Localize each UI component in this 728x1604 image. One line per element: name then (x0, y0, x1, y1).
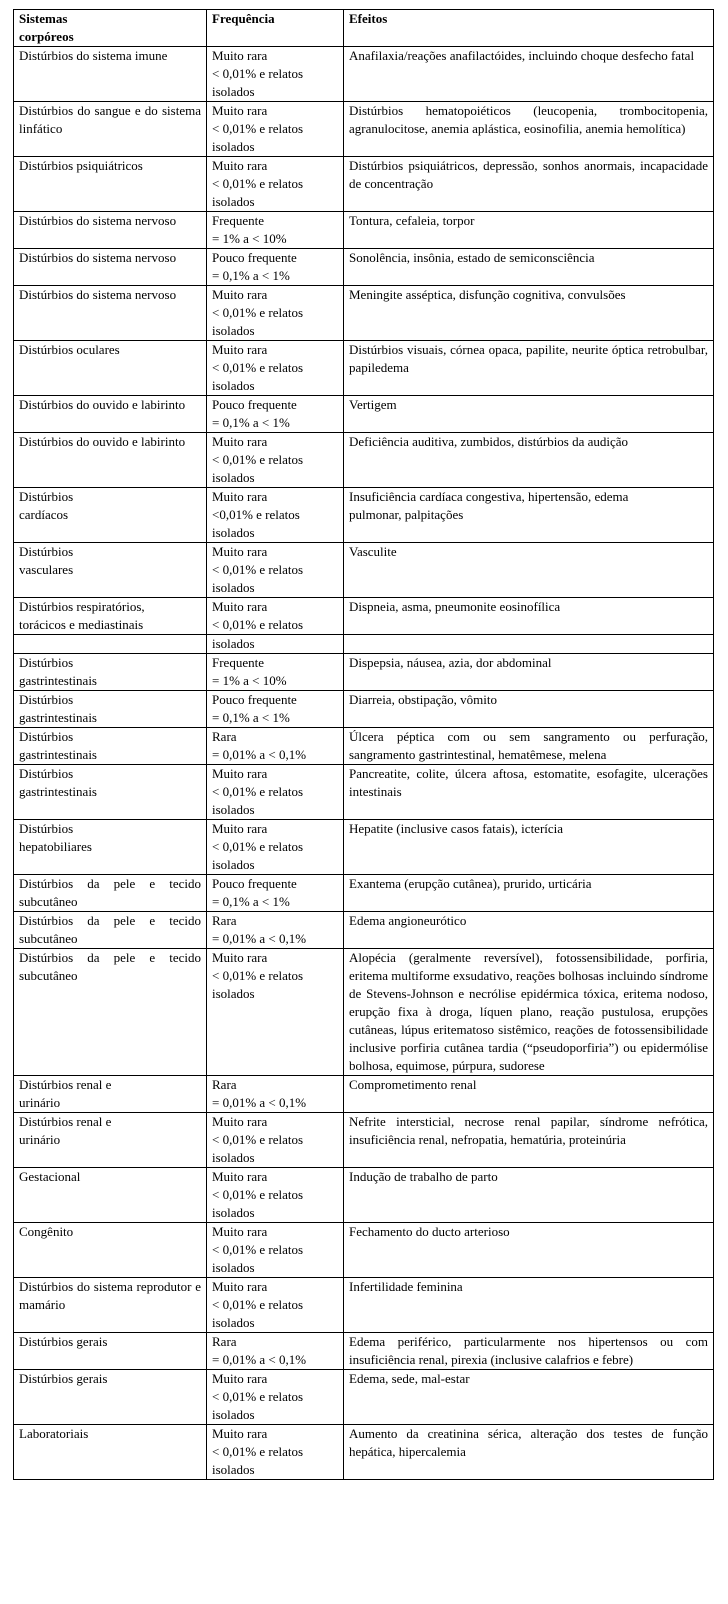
frequency-cell (207, 1370, 344, 1425)
frequency-cell-text: Pouco frequente = 0,1% a < 1% (212, 876, 297, 909)
frequency-cell (207, 820, 344, 875)
system-cell (14, 912, 207, 949)
effects-cell-text: Distúrbios visuais, córnea opaca, papilite, neurite óptica retrobulbar, papiledema (349, 342, 708, 375)
frequency-cell (207, 875, 344, 912)
effects-cell (344, 1333, 714, 1370)
frequency-cell (207, 765, 344, 820)
system-cell (14, 1278, 207, 1333)
table-row (14, 396, 714, 433)
system-cell-text: Distúrbios gerais (19, 1334, 108, 1349)
effects-cell (344, 286, 714, 341)
table-row (14, 543, 714, 598)
frequency-cell-text: Muito rara < 0,01% e relatos isolados (212, 1114, 304, 1165)
table-row (14, 433, 714, 488)
header-label: Frequência (212, 11, 275, 26)
frequency-cell-text: Muito rara < 0,01% e relatos isolados (212, 158, 304, 209)
system-cell (14, 1113, 207, 1168)
frequency-cell (207, 691, 344, 728)
effects-cell-text: Vertigem (349, 397, 397, 412)
system-cell-text: Distúrbios do sangue e do sistema linfático (19, 103, 201, 136)
frequency-cell (207, 488, 344, 543)
frequency-cell-text: Frequente = 1% a < 10% (212, 213, 287, 246)
system-cell-text: Distúrbios da pele e tecido subcutâneo (19, 913, 201, 946)
system-cell (14, 1076, 207, 1113)
effects-cell-text: Edema periférico, particularmente nos hipertensos ou com insuficiência renal, pirexia (inclusive calafrios e febre) (349, 1334, 708, 1367)
frequency-cell-text: Rara = 0,01% a < 0,1% (212, 913, 307, 946)
effects-cell-text: Tontura, cefaleia, torpor (349, 213, 475, 228)
frequency-cell-text: Muito rara < 0,01% e relatos isolados (212, 287, 304, 338)
system-cell-text: Distúrbios psiquiátricos (19, 158, 143, 173)
effects-cell-text: Dispepsia, náusea, azia, dor abdominal (349, 655, 552, 670)
table-row (14, 286, 714, 341)
effects-cell-text: Comprometimento renal (349, 1077, 477, 1092)
header-frequencia (207, 10, 344, 47)
frequency-cell-text: Pouco frequente = 0,1% a < 1% (212, 692, 297, 725)
frequency-cell-text: Muito rara < 0,01% e relatos isolados (212, 1279, 304, 1330)
frequency-cell-text: isolados (212, 636, 255, 651)
effects-cell-text: Pancreatite, colite, úlcera aftosa, estomatite, esofagite, ulcerações intestinais (349, 766, 708, 799)
table-row (14, 1223, 714, 1278)
table-row (14, 488, 714, 543)
system-cell (14, 396, 207, 433)
frequency-cell (207, 249, 344, 286)
system-cell-text: Distúrbios oculares (19, 342, 120, 357)
effects-cell-text: Alopécia (geralmente reversível), fotossensibilidade, porfiria, eritema multiforme exsudativo, reações bolhosas incluindo síndrome de Stevens-Johnson e necrólise epidérmica tóxica, eritema nodoso, erupção fixa à droga, líquen plano, reação pustulosa, erupções cutâneas, lúpus eritematoso sistêmico, reações de fotossensibilidade inclusive porfiria cutânea tardia (“pseudoporfiria”) ou epidermólise bolhosa, equimose, púrpura, sudorese (349, 950, 708, 1073)
table-row (14, 1370, 714, 1425)
effects-cell (344, 341, 714, 396)
effects-cell (344, 1076, 714, 1113)
effects-cell (344, 949, 714, 1076)
system-cell (14, 433, 207, 488)
effects-cell-text: Diarreia, obstipação, vômito (349, 692, 498, 707)
table-row (14, 691, 714, 728)
frequency-cell (207, 543, 344, 598)
effects-cell (344, 1113, 714, 1168)
table-row (14, 912, 714, 949)
effects-cell (344, 654, 714, 691)
frequency-cell (207, 212, 344, 249)
system-cell (14, 598, 207, 635)
effects-cell (344, 212, 714, 249)
frequency-cell (207, 598, 344, 635)
system-cell-text: Distúrbios do sistema reprodutor e mamário (19, 1279, 201, 1312)
effects-cell-text: Infertilidade feminina (349, 1279, 463, 1294)
header-sistemas-corporeos (14, 10, 207, 47)
system-cell (14, 47, 207, 102)
system-cell-text: Distúrbios da pele e tecido subcutâneo (19, 950, 201, 983)
system-cell-text: Distúrbios gastrintestinais (19, 692, 97, 725)
system-cell-text: Distúrbios vasculares (19, 544, 74, 577)
frequency-cell (207, 341, 344, 396)
system-cell-text: Distúrbios gastrintestinais (19, 729, 97, 762)
frequency-cell-text: Muito rara < 0,01% e relatos isolados (212, 1224, 304, 1275)
effects-cell (344, 598, 714, 635)
system-cell-text: Distúrbios gastrintestinais (19, 655, 97, 688)
system-cell-text: Distúrbios respiratórios, torácicos e mediastinais (19, 599, 145, 632)
frequency-cell-text: Rara = 0,01% a < 0,1% (212, 729, 307, 762)
adverse-effects-table (13, 9, 714, 1480)
system-cell (14, 488, 207, 543)
effects-cell-text: Exantema (erupção cutânea), prurido, urticária (349, 876, 592, 891)
system-cell-text: Laboratoriais (19, 1426, 89, 1441)
effects-cell-text: Úlcera péptica com ou sem sangramento ou perfuração, sangramento gastrintestinal, hematêmese, melena (349, 729, 708, 762)
effects-cell-text: Dispneia, asma, pneumonite eosinofílica (349, 599, 561, 614)
effects-cell-text: Aumento da creatinina sérica, alteração dos testes de função hepática, hipercalemia (349, 1426, 708, 1459)
frequency-cell (207, 728, 344, 765)
table-row (14, 212, 714, 249)
effects-cell (344, 249, 714, 286)
effects-cell (344, 728, 714, 765)
effects-cell (344, 691, 714, 728)
frequency-cell-text: Muito rara < 0,01% e relatos isolados (212, 950, 304, 1001)
effects-cell (344, 875, 714, 912)
frequency-cell (207, 286, 344, 341)
frequency-cell-text: Muito rara < 0,01% e relatos isolados (212, 434, 304, 485)
system-cell (14, 212, 207, 249)
effects-cell-text: Anafilaxia/reações anafilactóides, incluindo choque desfecho fatal (349, 48, 695, 63)
table-row (14, 1168, 714, 1223)
header-label: Sistemas corpóreos (19, 11, 74, 44)
effects-cell (344, 157, 714, 212)
effects-cell-text: Fechamento do ducto arterioso (349, 1224, 510, 1239)
effects-cell (344, 102, 714, 157)
table-row (14, 949, 714, 1076)
effects-cell (344, 765, 714, 820)
effects-cell (344, 1425, 714, 1480)
system-cell (14, 1333, 207, 1370)
frequency-cell-text: Pouco frequente = 0,1% a < 1% (212, 397, 297, 430)
effects-cell (344, 47, 714, 102)
system-cell-text: Distúrbios renal e urinário (19, 1077, 112, 1110)
frequency-cell (207, 654, 344, 691)
system-cell-text: Distúrbios do ouvido e labirinto (19, 434, 186, 449)
table-row (14, 820, 714, 875)
frequency-cell-text: Muito rara < 0,01% e relatos isolados (212, 1426, 304, 1477)
system-cell-text: Distúrbios da pele e tecido subcutâneo (19, 876, 201, 909)
system-cell-text: Gestacional (19, 1169, 81, 1184)
effects-cell (344, 433, 714, 488)
table-row (14, 654, 714, 691)
system-cell (14, 543, 207, 598)
system-cell (14, 765, 207, 820)
system-cell-text: Distúrbios do sistema nervoso (19, 287, 177, 302)
frequency-cell-text: Pouco frequente = 0,1% a < 1% (212, 250, 297, 283)
system-cell (14, 691, 207, 728)
frequency-cell-text: Muito rara < 0,01% e relatos isolados (212, 1169, 304, 1220)
effects-cell-text: Distúrbios psiquiátricos, depressão, sonhos anormais, incapacidade de concentração (349, 158, 708, 191)
system-cell (14, 249, 207, 286)
effects-cell-text: Meningite asséptica, disfunção cognitiva, convulsões (349, 287, 626, 302)
effects-cell-text: Sonolência, insônia, estado de semiconsciência (349, 250, 595, 265)
table-row (14, 1278, 714, 1333)
system-cell-text: Distúrbios renal e urinário (19, 1114, 112, 1147)
system-cell (14, 286, 207, 341)
frequency-cell-text: Muito rara < 0,01% e relatos isolados (212, 821, 304, 872)
table-row (14, 635, 714, 654)
frequency-cell-text: Muito rara < 0,01% e relatos isolados (212, 48, 304, 99)
system-cell (14, 157, 207, 212)
table-row (14, 765, 714, 820)
effects-cell (344, 912, 714, 949)
frequency-cell (207, 949, 344, 1076)
header-efeitos (344, 10, 714, 47)
table-row (14, 875, 714, 912)
effects-cell (344, 820, 714, 875)
frequency-cell (207, 1333, 344, 1370)
effects-cell (344, 488, 714, 543)
effects-cell-text: Edema angioneurótico (349, 913, 467, 928)
system-cell-text: Distúrbios hepatobiliares (19, 821, 92, 854)
table-row (14, 102, 714, 157)
effects-cell-text: Indução de trabalho de parto (349, 1169, 498, 1184)
system-cell-text: Distúrbios cardíacos (19, 489, 74, 522)
table-row (14, 1333, 714, 1370)
frequency-cell-text: Muito rara <0,01% e relatos isolados (212, 489, 300, 540)
table-row (14, 1113, 714, 1168)
frequency-cell (207, 1223, 344, 1278)
frequency-cell-text: Frequente = 1% a < 10% (212, 655, 287, 688)
system-cell-text: Distúrbios do sistema nervoso (19, 250, 177, 265)
table-row (14, 1076, 714, 1113)
frequency-cell (207, 1113, 344, 1168)
frequency-cell-text: Muito rara < 0,01% e relatos isolados (212, 342, 304, 393)
system-cell (14, 1425, 207, 1480)
effects-cell (344, 1223, 714, 1278)
system-cell (14, 728, 207, 765)
system-cell (14, 341, 207, 396)
frequency-cell-text: Muito rara < 0,01% e relatos isolados (212, 766, 304, 817)
frequency-cell (207, 47, 344, 102)
header-label: Efeitos (349, 11, 388, 26)
frequency-cell (207, 912, 344, 949)
table-header-row (14, 10, 714, 47)
frequency-cell (207, 396, 344, 433)
frequency-cell-text: Muito rara < 0,01% e relatos (212, 599, 304, 632)
effects-cell (344, 1370, 714, 1425)
system-cell-text: Distúrbios do sistema nervoso (19, 213, 177, 228)
system-cell (14, 102, 207, 157)
table-row (14, 341, 714, 396)
system-cell (14, 1168, 207, 1223)
system-cell-text: Distúrbios gastrintestinais (19, 766, 97, 799)
system-cell-text: Distúrbios do ouvido e labirinto (19, 397, 186, 412)
effects-cell-text: Hepatite (inclusive casos fatais), icterícia (349, 821, 564, 836)
table-row (14, 1425, 714, 1480)
table-row (14, 157, 714, 212)
system-cell (14, 875, 207, 912)
frequency-cell (207, 102, 344, 157)
effects-cell (344, 1168, 714, 1223)
system-cell (14, 654, 207, 691)
frequency-cell-text: Muito rara < 0,01% e relatos isolados (212, 1371, 304, 1422)
table-body (14, 47, 714, 1480)
system-cell (14, 635, 207, 654)
table-row (14, 249, 714, 286)
frequency-cell (207, 1076, 344, 1113)
system-cell (14, 1223, 207, 1278)
effects-cell (344, 635, 714, 654)
system-cell (14, 820, 207, 875)
effects-cell-text: Deficiência auditiva, zumbidos, distúrbios da audição (349, 434, 629, 449)
frequency-cell (207, 157, 344, 212)
effects-cell-text: Insuficiência cardíaca congestiva, hipertensão, edema pulmonar, palpitações (349, 489, 629, 522)
frequency-cell-text: Rara = 0,01% a < 0,1% (212, 1077, 307, 1110)
frequency-cell (207, 1425, 344, 1480)
frequency-cell (207, 433, 344, 488)
frequency-cell (207, 1168, 344, 1223)
frequency-cell-text: Muito rara < 0,01% e relatos isolados (212, 103, 304, 154)
system-cell (14, 949, 207, 1076)
table-row (14, 47, 714, 102)
table-row (14, 728, 714, 765)
frequency-cell (207, 635, 344, 654)
effects-cell (344, 396, 714, 433)
system-cell-text: Distúrbios do sistema imune (19, 48, 168, 63)
effects-cell (344, 543, 714, 598)
frequency-cell-text: Rara = 0,01% a < 0,1% (212, 1334, 307, 1367)
effects-cell-text: Vasculite (349, 544, 397, 559)
effects-cell-text: Edema, sede, mal-estar (349, 1371, 470, 1386)
frequency-cell-text: Muito rara < 0,01% e relatos isolados (212, 544, 304, 595)
system-cell (14, 1370, 207, 1425)
effects-cell-text: Nefrite intersticial, necrose renal papilar, síndrome nefrótica, insuficiência renal, nefropatia, hematúria, proteinúria (349, 1114, 708, 1147)
effects-cell-text: Distúrbios hematopoiéticos (leucopenia, trombocitopenia, agranulocitose, anemia aplástica, eosinofilia, anemia hemolítica) (349, 103, 708, 136)
system-cell-text: Distúrbios gerais (19, 1371, 108, 1386)
frequency-cell (207, 1278, 344, 1333)
effects-cell (344, 1278, 714, 1333)
table-row (14, 598, 714, 635)
system-cell-text: Congênito (19, 1224, 74, 1239)
